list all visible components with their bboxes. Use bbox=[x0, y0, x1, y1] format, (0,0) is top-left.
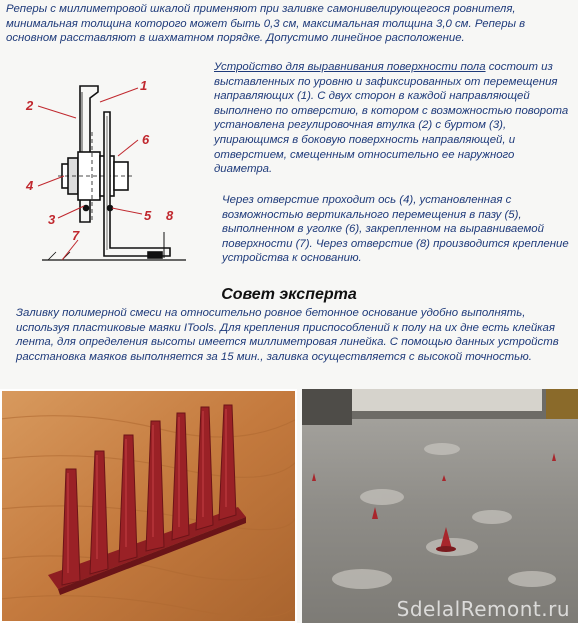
expert-tip-title: Совет эксперта bbox=[221, 286, 357, 303]
watermark: SdelalRemont.ru bbox=[396, 597, 570, 621]
plastic-markers-photo bbox=[0, 389, 297, 623]
expert-tip-text: Заливку полимерной смеси на относительно ровное бетонное основание удобно выполнять, используя пластиковые маяки ITools. Для крепления приспособлений к полу на их дне есть клейкая лента, для определения высоты имеется миллиметровая линейка. С помощью данных устройств расстановка маяков выполняется за 15 мин., заливка осуществляется с высокой точностью. bbox=[16, 307, 559, 363]
diagram-label-4: 4 bbox=[26, 178, 34, 193]
diagram-label-8: 8 bbox=[166, 208, 174, 223]
intro-paragraph: Реперы с миллиметровой шкалой применяют при заливке самонивелирующегося ровнителя, минимальная толщина которого может быть 0,3 см, максимальная толщина 3,0 см. Реперы в основном расставляют в шахматном порядке. Допустимо линейное расположение. bbox=[6, 3, 526, 45]
diagram-label-5: 5 bbox=[144, 208, 152, 223]
leveling-device-diagram bbox=[18, 72, 194, 272]
device-description bbox=[214, 60, 574, 177]
concrete-floor-photo bbox=[302, 389, 578, 623]
axis-description: Через отверстие проходит ось (4), установленная с возможностью вертикального перемещения в пазу (5), выполненном в уголке (6), закрепленном на выравниваемой поверхности (7). Через отверстие (8) производится крепление устройства к основанию. bbox=[222, 194, 569, 265]
device-text: состоит из выставленных по уровню и зафиксированных от перемещения направляющих (1). С двух сторон в каждой направляющей выполнено по отверстию, в котором с возможностью поворота установлена регулировочная втулка (2) с буртом (3), упирающимся в боковую поверхность направляющей, и отверстием, смещенным относительно ее наружного диаметра. bbox=[214, 61, 569, 176]
diagram-label-6: 6 bbox=[142, 132, 150, 147]
diagram-label-3: 3 bbox=[48, 212, 56, 227]
diagram-label-1: 1 bbox=[140, 78, 148, 93]
device-title: Устройство для выравнивания поверхности пола bbox=[214, 61, 486, 73]
diagram-label-2: 2 bbox=[26, 98, 34, 113]
diagram-label-7: 7 bbox=[72, 228, 80, 243]
